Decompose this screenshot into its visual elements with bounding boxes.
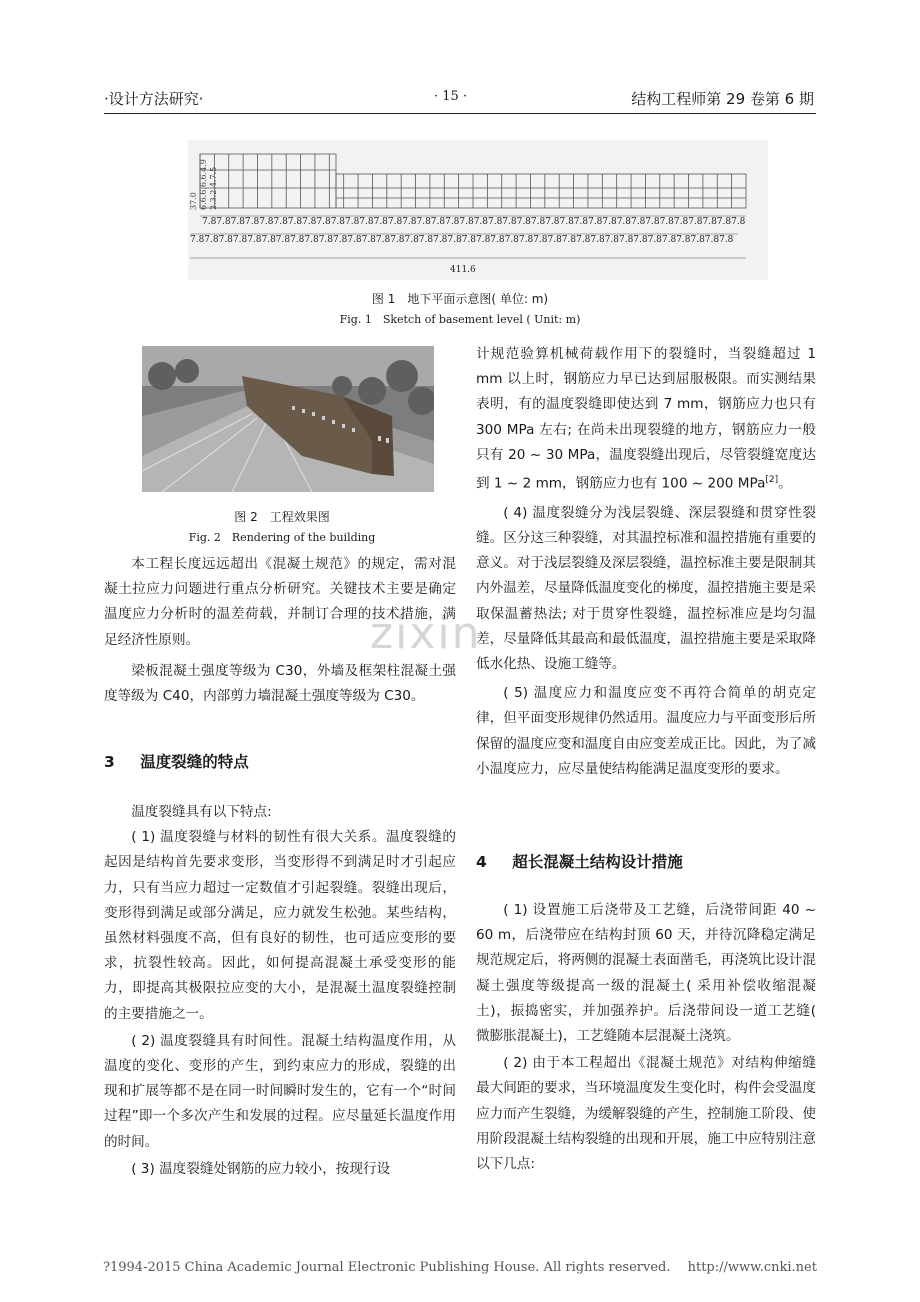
- dimension-label: 7.8: [590, 235, 605, 245]
- paragraph: 温度裂缝具有以下特点:: [131, 804, 272, 820]
- figure-2-caption-cn: 图 2 工程效果图: [234, 510, 330, 524]
- dimension-label: 7.8: [533, 235, 548, 245]
- dimension-label: 7.8: [490, 235, 505, 245]
- dimension-label: 7.8: [659, 217, 674, 227]
- dimension-label: 7.8: [345, 217, 360, 227]
- paragraph-end: 。: [778, 475, 792, 492]
- dimension-label: 7.8: [402, 217, 417, 227]
- dimension-label: 7.8: [488, 217, 503, 227]
- dimension-label: 7.8: [218, 235, 233, 245]
- dimension-label: 7.8: [232, 235, 248, 245]
- paragraph: ( 1) 设置施工后浇带及工艺缝，后浇带间距 40 ~ 60 m，后浇带应在结构封顶 60 天，并待沉降稳定满足规范规定后，将两侧的混凝土表面凿毛，再浇筑比设计混凝土强度等级提高一级的混凝土( 采用补偿收缩混凝土)，振捣密实，并加强养护。后浇带间设一道工艺缝( 微膨胀混凝土)，工艺缝随本层混凝土浇筑。: [476, 902, 816, 1045]
- right-column-top: [476, 342, 816, 782]
- dimension-label: 7.8: [473, 217, 489, 227]
- dimension-label: 7.8: [547, 235, 562, 245]
- journal-issue: 结构工程师第 29 卷第 6 期: [631, 90, 814, 108]
- section-name: ·设计方法研究·: [104, 90, 204, 108]
- dimension-label: 7.8: [502, 217, 517, 227]
- basement-plan-drawing: [188, 140, 768, 280]
- building-rendering-image: [142, 346, 434, 492]
- paragraph: 梁板混凝土强度等级为 C30，外墙及框架柱混凝土强度等级为 C40，内部剪力墙混凝土强度等级为 C30。: [104, 662, 456, 705]
- dimension-label: 7.8: [373, 217, 388, 227]
- dimension-label: 7.8: [447, 235, 462, 245]
- figure-1-caption-cn: 图 1 地下平面示意图( 单位: m): [371, 292, 549, 306]
- plan-wide-block: [200, 154, 336, 208]
- dimension-label: 7.8: [330, 217, 346, 227]
- dimension-label: 7.8: [287, 217, 303, 227]
- section-title: 温度裂缝的特点: [140, 753, 249, 771]
- dimension-label: 7.8: [530, 217, 546, 227]
- dimension-label: 7.8: [616, 217, 632, 227]
- paragraph: ( 5) 温度应力和温度应变不再符合简单的胡克定律，但平面变形规律仍然适用。温度应力与平面变形后所保留的温度应变和温度自由应变差成正比。因此，为了减小温度应力，应尽量使结构能满足温度变形的要求。: [476, 685, 816, 777]
- plan-left-dimension-label: 6.6.6.6.6.4.9: [199, 159, 208, 210]
- dimension-label: 7.8: [476, 235, 491, 245]
- dimension-label: 7.8: [290, 235, 305, 245]
- dimension-label: 7.8: [273, 217, 288, 227]
- section-title: 超长混凝土结构设计措施: [512, 853, 683, 871]
- total-length-label: 411.6: [450, 265, 476, 275]
- dimension-label: 7.8: [204, 235, 219, 245]
- dimension-label: 7.8: [404, 235, 419, 245]
- figure-2-caption-en: Fig. 2 Rendering of the building: [188, 531, 376, 544]
- dimension-label: 7.8: [216, 217, 231, 227]
- dimension-label: 7.8: [561, 235, 577, 245]
- dimension-label: 7.8: [702, 217, 717, 227]
- section-number: 3: [104, 753, 115, 771]
- dimension-label: 7.8: [361, 235, 376, 245]
- paragraph: ( 3) 温度裂缝处钢筋的应力较小，按现行设: [131, 1160, 391, 1177]
- dimension-label: 7.8: [390, 235, 405, 245]
- dimension-label: 7.8: [602, 217, 617, 227]
- copyright-footer: ?1994-2015 China Academic Journal Electronic Publishing House. All rights reserved. http://www.cnki.net: [103, 1260, 817, 1275]
- dimension-label: 7.8: [190, 235, 205, 245]
- dimension-label: 7.8: [604, 235, 620, 245]
- section-4-heading: [476, 850, 683, 872]
- dimension-label: 7.8: [576, 235, 591, 245]
- dimension-label: 7.8: [704, 235, 720, 245]
- dimension-label: 7.8: [375, 235, 391, 245]
- dimension-label: 7.8: [716, 217, 732, 227]
- dimension-label: 7.8: [275, 235, 291, 245]
- dimension-label: 7.8: [690, 235, 705, 245]
- paragraph: 本工程长度远远超出《混凝土规范》的规定，需对混凝土拉应力问题进行重点分析研究。关键技术主要是确定温度应力分析时的温差荷载，并制订合理的技术措施，满足经济性原则。: [104, 556, 456, 648]
- plan-left-dimension-label: 37.0: [189, 192, 198, 210]
- dimension-label: 7.8: [445, 217, 460, 227]
- dimension-label: 7.8: [247, 235, 262, 245]
- dimension-label: 7.8: [504, 235, 519, 245]
- dimension-label: 7.8: [430, 217, 446, 227]
- dimension-label: 7.8: [347, 235, 362, 245]
- dimension-label: 7.8: [230, 217, 245, 227]
- dimension-label: 7.8: [633, 235, 648, 245]
- paragraph: ( 1) 温度裂缝与材料的韧性有很大关系。温度裂缝的起因是结构首先要求变形，当变形得不到满足时才引起应力，只有当应力超过一定数值才引起裂缝。裂缝出现后，变形得到满足或部分满足，应力就发生松弛。某些结构，虽然材料强度不高，但有良好的韧性，也可适应变形的要求，抗裂性较高。因此，如何提高混凝土承受变形的能力，即提高其极限拉应变的大小，是混凝土温度裂缝控制的主要措施之一。: [104, 829, 456, 1022]
- dimension-label: 7.8: [647, 235, 662, 245]
- dimension-label: 7.8: [433, 235, 448, 245]
- dimension-label: 7.8: [559, 217, 574, 227]
- figure-1-basement-plan: [188, 140, 768, 280]
- dimension-label: 7.8: [573, 217, 589, 227]
- right-column-body: [476, 898, 816, 1177]
- header-rule: [104, 113, 816, 114]
- dimension-label: 7.8: [731, 217, 746, 227]
- dimension-label: 7.8: [545, 217, 560, 227]
- dimension-label: 7.8: [261, 235, 276, 245]
- section-3-heading: [104, 750, 249, 772]
- dimension-label: 7.8: [688, 217, 703, 227]
- dimension-label: 7.8: [619, 235, 634, 245]
- dimension-label: 7.8: [304, 235, 319, 245]
- dimension-label: 7.8: [631, 217, 646, 227]
- paragraph: [476, 342, 816, 497]
- dimension-label: 7.8: [416, 217, 431, 227]
- dimension-label: 7.8: [588, 217, 603, 227]
- dimension-label: 7.8: [645, 217, 660, 227]
- dimension-label: 7.8: [516, 217, 531, 227]
- dimension-label: 7.8: [302, 217, 317, 227]
- paragraph: ( 4) 温度裂缝分为浅层裂缝、深层裂缝和贯穿性裂缝。区分这三种裂缝，对其温控标准和温控措施有重要的意义。对于浅层裂缝及深层裂缝，温控标准主要是限制其内外温差，尽量降低温度变化的梯度，温控措施主要是采取保温蓄热法; 对于贯穿性裂缝，温控标准应是均匀温差，尽量降低其最高和最低温度，温控措施主要是采取降低水化热、设施工缝等。: [476, 504, 816, 672]
- dimension-label: 7.8: [676, 235, 691, 245]
- dimension-label: 7.8: [202, 217, 217, 227]
- dimension-label: 7.8: [316, 217, 331, 227]
- dimension-label: 7.8: [333, 235, 348, 245]
- page-number: · 15 ·: [434, 89, 468, 104]
- dimension-label: 7.8: [661, 235, 677, 245]
- left-column-top: [104, 552, 456, 709]
- running-header: [104, 88, 814, 112]
- watermark: zixin: [370, 608, 482, 659]
- left-column-body: [104, 800, 456, 1182]
- dimension-label: 7.8: [459, 217, 474, 227]
- paragraph-text: 计规范验算机械荷载作用下的裂缝时，当裂缝超过 1 mm 以上时，钢筋应力早已达到屈服极限。而实测结果表明，有的温度裂缝即使达到 7 mm，钢筋应力也只有 300 MPa 左右; 在尚未出现裂缝的地方，钢筋应力一般只有 20 ~ 30 MPa，温度裂缝出现后，尽管裂缝宽度达到 1 ~ 2 mm，钢筋应力也有 100 ~ 200 MPa: [476, 346, 816, 492]
- figure-1-caption-en: Fig. 1 Sketch of basement level ( Unit: m): [339, 313, 581, 326]
- reference-marker: [2]: [765, 475, 779, 486]
- dimension-label: 7.8: [259, 217, 274, 227]
- plan-long-block: [336, 174, 746, 208]
- dimension-label: 7.8: [418, 235, 434, 245]
- dimension-label: 7.8: [318, 235, 334, 245]
- dimension-label: 7.8: [461, 235, 477, 245]
- section-number: 4: [476, 853, 487, 871]
- paragraph: ( 2) 由于本工程超出《混凝土规范》对结构伸缩缝最大间距的要求，当环境温度发生变化时，构件会受温度应力而产生裂缝，为缓解裂缝的产生，控制施工阶段、使用阶段混凝土结构裂缝的出现和开展，施工中应特别注意以下几点:: [476, 1055, 816, 1173]
- dimension-label: 7.8: [719, 235, 734, 245]
- dimension-label: 7.8: [359, 217, 374, 227]
- dimension-label: 7.8: [244, 217, 260, 227]
- dimension-label: 7.8: [387, 217, 403, 227]
- dimension-label: 7.8: [673, 217, 689, 227]
- paragraph: ( 2) 温度裂缝具有时间性。混凝土结构温度作用，从温度的变化、变形的产生，到约束应力的形成，裂缝的出现和扩展等都不是在同一时间瞬时发生的，它有一个“时间过程”即一个多次产生和发展的过程。应尽量延长温度作用的时间。: [104, 1032, 456, 1150]
- plan-left-dimension-label: 2.3.2.4.7.5: [209, 166, 218, 210]
- figure-2-building-rendering: [142, 346, 434, 492]
- dimension-label: 7.8: [518, 235, 534, 245]
